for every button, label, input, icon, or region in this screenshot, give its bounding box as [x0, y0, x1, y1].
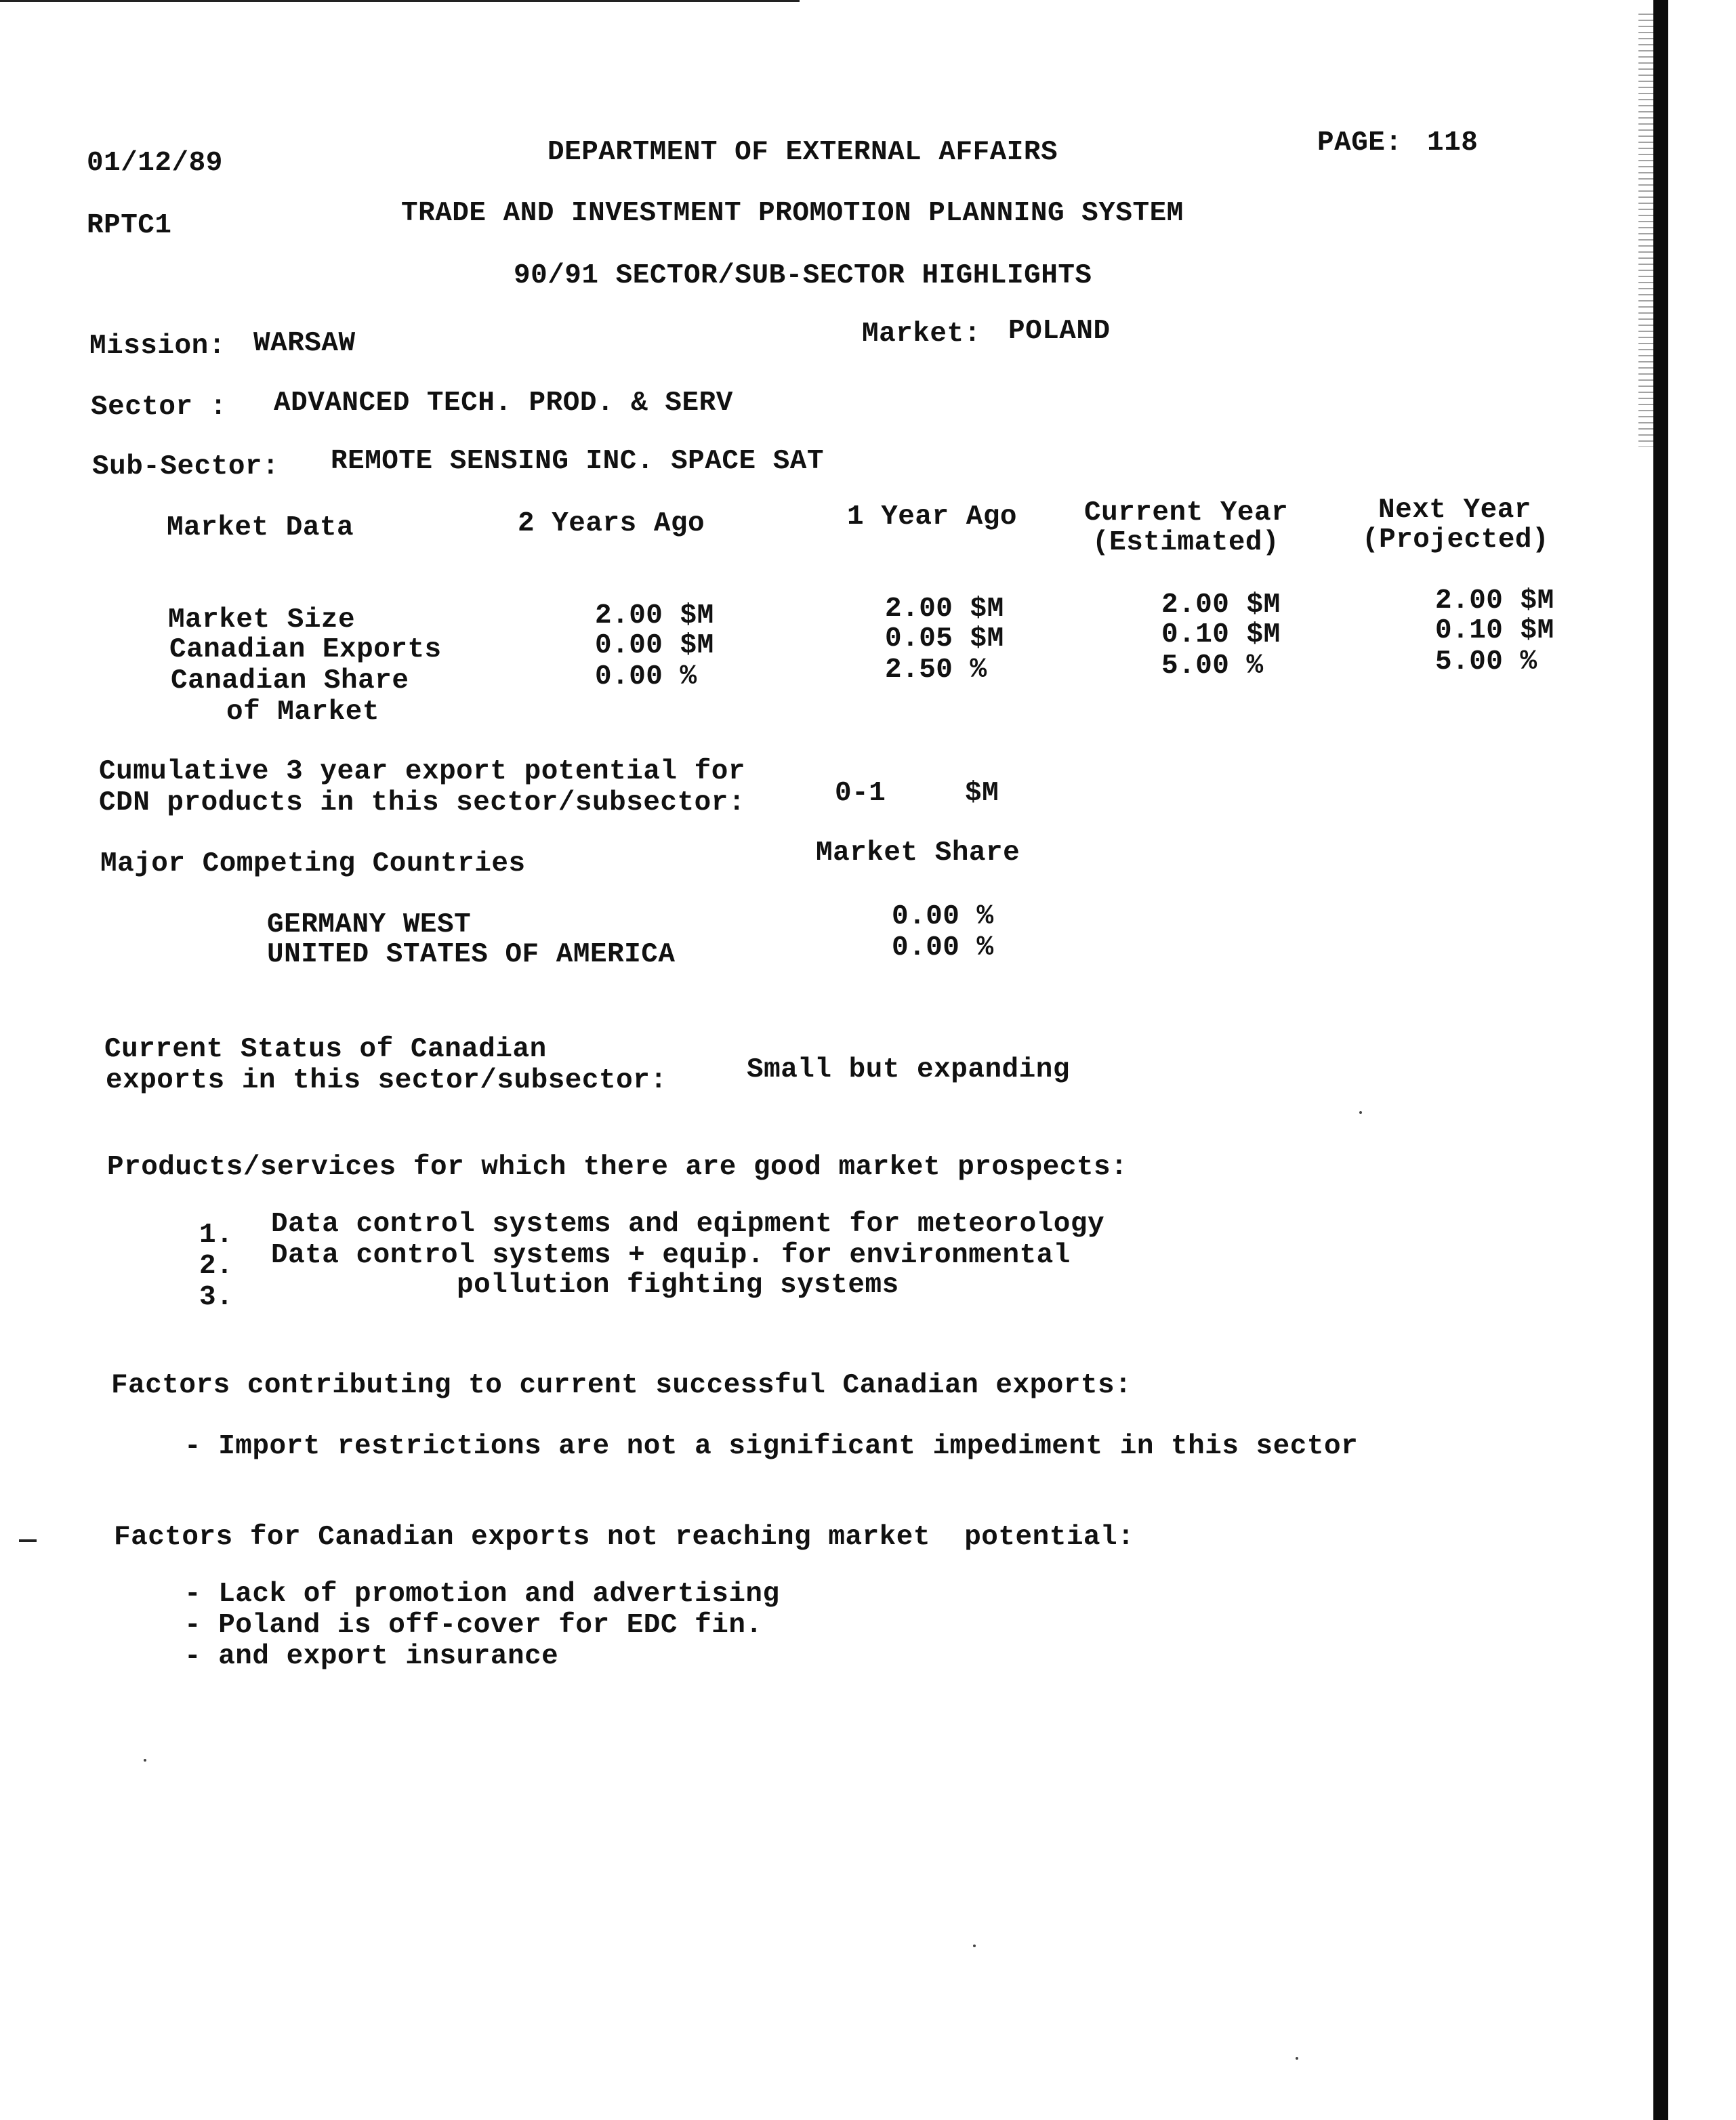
scan-speck	[1359, 1111, 1362, 1114]
success-factors-title: Factors contributing to current successful Canadian exports:	[111, 1370, 1132, 1401]
cell-exports-2y: 0.00 $M	[595, 630, 714, 661]
report-date: 01/12/89	[87, 148, 223, 179]
department-title: DEPARTMENT OF EXTERNAL AFFAIRS	[547, 137, 1058, 168]
potential-line-1: Cumulative 3 year export potential for	[99, 756, 745, 787]
success-factor-item: - Import restrictions are not a significant impediment in this sector	[184, 1431, 1359, 1462]
row-label-of-market: of Market	[226, 697, 379, 728]
competitor-country: UNITED STATES OF AMERICA	[267, 939, 676, 970]
col-header-market-data: Market Data	[167, 512, 354, 543]
mission-label: Mission:	[89, 331, 226, 362]
cell-share-1y: 2.50 %	[885, 654, 987, 686]
system-title: TRADE AND INVESTMENT PROMOTION PLANNING SYSTEM	[401, 198, 1184, 229]
page-number: 118	[1427, 127, 1479, 159]
cell-exports-1y: 0.05 $M	[885, 623, 1004, 654]
page-label: PAGE:	[1317, 127, 1403, 159]
status-line-1: Current Status of Canadian	[104, 1034, 547, 1065]
competitor-country: GERMANY WEST	[267, 909, 472, 940]
barrier-factor-item: - Poland is off-cover for EDC fin.	[184, 1610, 763, 1641]
potential-unit: $M	[965, 778, 999, 809]
sector-label: Sector :	[91, 392, 227, 423]
prospect-number: 3.	[199, 1282, 234, 1313]
competitor-share: 0.00 %	[892, 901, 994, 932]
scan-edge-grain	[1638, 14, 1653, 447]
report-subtitle: 90/91 SECTOR/SUB-SECTOR HIGHLIGHTS	[514, 260, 1092, 291]
cell-share-cur: 5.00 %	[1161, 650, 1264, 682]
row-label-canadian-exports: Canadian Exports	[169, 634, 442, 665]
row-label-canadian-share: Canadian Share	[171, 665, 409, 697]
barrier-factor-item: - Lack of promotion and advertising	[184, 1579, 780, 1610]
col-header-current-year: Current Year	[1084, 497, 1289, 528]
cell-market-size-next: 2.00 $M	[1435, 585, 1554, 617]
scan-speck	[973, 1945, 976, 1947]
potential-line-2: CDN products in this sector/subsector:	[99, 787, 745, 818]
cell-exports-cur: 0.10 $M	[1161, 619, 1281, 650]
prospect-number: 2.	[199, 1251, 234, 1282]
cell-market-size-2y: 2.00 $M	[595, 600, 714, 631]
market-value: POLAND	[1008, 316, 1111, 347]
margin-mark	[19, 1539, 37, 1542]
prospect-number: 1.	[199, 1220, 234, 1251]
status-line-2: exports in this sector/subsector:	[106, 1065, 667, 1096]
top-scan-rule	[0, 0, 800, 2]
prospect-text: pollution fighting systems	[457, 1270, 899, 1301]
market-label: Market:	[862, 318, 981, 350]
prospects-title: Products/services for which there are good market prospects:	[107, 1152, 1128, 1183]
report-code: RPTC1	[87, 210, 172, 241]
competitor-share: 0.00 %	[892, 932, 994, 963]
prospect-text: Data control systems and eqipment for meteorology	[271, 1209, 1105, 1240]
row-label-market-size: Market Size	[168, 604, 356, 636]
cell-exports-next: 0.10 $M	[1435, 615, 1554, 646]
scan-speck	[144, 1759, 146, 1762]
col-header-projected: (Projected)	[1362, 524, 1550, 556]
col-header-next-year: Next Year	[1378, 495, 1531, 526]
sector-value: ADVANCED TECH. PROD. & SERV	[274, 388, 733, 419]
potential-value: 0-1	[835, 778, 886, 809]
competitors-title: Major Competing Countries	[100, 848, 526, 879]
cell-market-size-1y: 2.00 $M	[885, 594, 1004, 625]
scan-edge-shadow	[1653, 0, 1668, 2120]
mission-value: WARSAW	[253, 328, 356, 359]
status-value: Small but expanding	[747, 1054, 1070, 1085]
col-header-estimated: (Estimated)	[1092, 527, 1280, 558]
prospect-text: Data control systems + equip. for environmental	[271, 1240, 1071, 1271]
cell-market-size-cur: 2.00 $M	[1161, 589, 1281, 621]
market-share-header: Market Share	[816, 837, 1020, 869]
subsector-label: Sub-Sector:	[92, 451, 280, 482]
cell-share-2y: 0.00 %	[595, 661, 697, 692]
scan-speck	[1296, 2057, 1298, 2060]
col-header-2-years-ago: 2 Years Ago	[518, 508, 705, 539]
barrier-factor-item: - and export insurance	[184, 1641, 559, 1672]
subsector-value: REMOTE SENSING INC. SPACE SAT	[331, 446, 825, 477]
barrier-factors-title: Factors for Canadian exports not reaching market potential:	[114, 1522, 1135, 1553]
cell-share-next: 5.00 %	[1435, 646, 1537, 678]
col-header-1-year-ago: 1 Year Ago	[847, 501, 1018, 533]
